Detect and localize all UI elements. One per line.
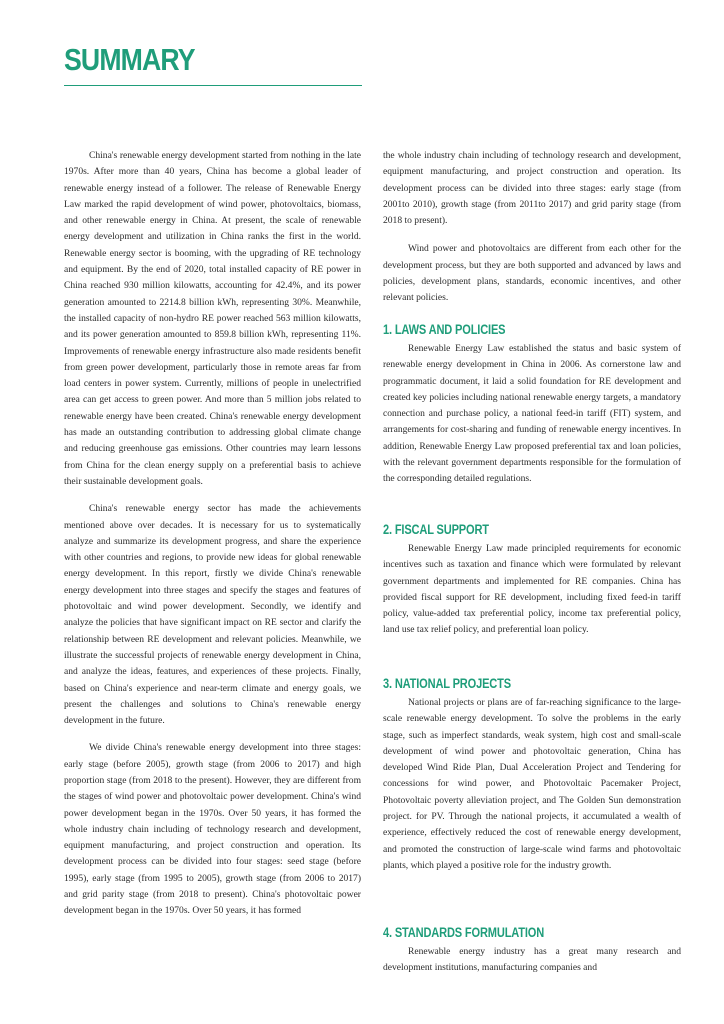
- title-divider: [64, 85, 362, 86]
- section-heading: 2. FISCAL SUPPORT: [383, 522, 489, 537]
- summary-paragraph: China's renewable energy sector has made the achievements mentioned above over decades. It is necessary for us to systematically analyze and summarize its development progress, and share the experience with other countries and regions, to provide new ideas for global renewable energy development. In this report, firstly we divide China's renewable energy development into three stages and specify the stages and features of photovoltaic and wind power development. Secondly, we identify and analyze the policies that have significant impact on RE sector and clarify the relationship between RE development and relevant policies. Meanwhile, we illustrate the successful projects of renewable energy development in China, and analyze the ideas, features, and experiences of these projects. Finally, based on China's experience and near-term climate and energy goals, we present the challenges and solutions to China's renewable energy development in the future.: [64, 503, 361, 727]
- summary-paragraph: the whole industry chain including of technology research and development, equipment manufacturing, and project construction and operation. Its development process can be divided into three stages: early stage (from 2001to 2010), growth stage (from 2011to 2017) and grid parity stage (from 2018 to present).: [383, 150, 681, 227]
- section-body: National projects or plans are of far-reaching significance to the large-scale renewable energy development. To solve the problems in the early stage, such as imperfect standards, weak system, high cost and small-scale development of wind power and photovoltaic generation, China has developed Wind Ride Plan, Dual Acceleration Project and Tendering for concessions for wind power, and Photovoltaic Pacemaker Project, Photovoltaic poverty alleviation project, and The Golden Sun demonstration project. for PV. Through the national projects, it accumulated a wealth of experience, effectively reduced the cost of renewable energy development, and promoted the construction of large-scale wind farms and photovoltaic plants, which played a positive role for the industry growth.: [383, 697, 681, 871]
- section-body: Renewable Energy Law established the status and basic system of renewable energy development in China in 2006. As cornerstone law and programmatic document, it laid a solid foundation for RE development and created key policies including national renewable energy targets, a mandatory connection and purchase policy, a national feed-in tariff (FIT) system, and arrangements for cost-sharing and funding of renewable energy incentives. In addition, Renewable Energy Law proposed preferential tax and loan policies, with the relevant government departments responsible for the formulation of the corresponding detailed regulations.: [383, 343, 681, 485]
- page-header: [64, 40, 362, 86]
- section-heading: 3. NATIONAL PROJECTS: [383, 676, 511, 691]
- summary-paragraph: Wind power and photovoltaics are different from each other for the development process, but they are both supported and advanced by laws and policies, development plans, standards, economic incentives, and other relevant policies.: [383, 243, 681, 304]
- section-body: Renewable energy industry has a great many research and development institutions, manufacturing companies and: [383, 946, 681, 974]
- section-heading: 4. STANDARDS FORMULATION: [383, 925, 545, 940]
- section-national-projects: [383, 675, 681, 874]
- right-column-intro: [383, 148, 681, 307]
- left-column: [64, 148, 361, 920]
- section-fiscal-support: [383, 521, 681, 639]
- section-heading: 1. LAWS AND POLICIES: [383, 322, 506, 337]
- section-body: Renewable Energy Law made principled requirements for economic incentives such as taxation and finance which were formulated by relevant government departments and implemented for RE companies. China has provided fiscal support for RE development, including fixed feed-in tariff policy, value-added tax preferential policy, income tax preferential policy, land use tax relief policy, and preferential loan policy.: [383, 543, 681, 636]
- summary-paragraph: China's renewable energy development started from nothing in the late 1970s. After more than 40 years, China has become a global leader of renewable energy instead of a follower. The release of Renewable Energy Law marked the rapid development of wind power, photovoltaics, biomass, and other renewable energy in China. At present, the scale of renewable energy development and utilization in China ranks the first in the world. Renewable energy sector is booming, with the upgrading of RE technology and equipment. By the end of 2020, total installed capacity of RE power in China reached 930 million kilowatts, accounting for 42.4%, and its power generation amounted to 2214.8 billion kWh, representing 30%. Meanwhile, the installed capacity of non-hydro RE power reached 563 million kilowatts, and its power generation amounted to 859.8 billion kWh, representing 11%. Improvements of renewable energy infrastructure also made residents benefit from green power development, particularly those in remote areas far from load centers in power system. Currently, millions of people in unelectrified area can get access to green power. And more than 5 million jobs related to renewable energy have been created. China's renewable energy development has made an outstanding contribution to addressing global climate change and reducing greenhouse gas emissions. Other countries may learn lessons from China for the clean energy supply on a preferential basis to achieve their sustainable development goals.: [64, 150, 361, 487]
- summary-paragraph: We divide China's renewable energy development into three stages: early stage (before 2005), growth stage (from 2006 to 2017) and high proportion stage (from 2018 to the present). However, they are different from the stages of wind power and photovoltaic power development. China's wind power development began in the 1970s. Over 50 years, it has formed the whole industry chain including of technology research and development, equipment manufacturing, and project construction and operation. Its development process can be divided into four stages: seed stage (before 1995), early stage (from 1995 to 2005), growth stage (from 2006 to 2017) and grid parity stage (from 2018 to present). China's photovoltaic power development began in the 1970s. Over 50 years, it has formed: [64, 742, 361, 917]
- section-standards-formulation: [383, 924, 681, 977]
- section-laws-and-policies: [383, 321, 681, 488]
- page-title: SUMMARY: [64, 42, 195, 77]
